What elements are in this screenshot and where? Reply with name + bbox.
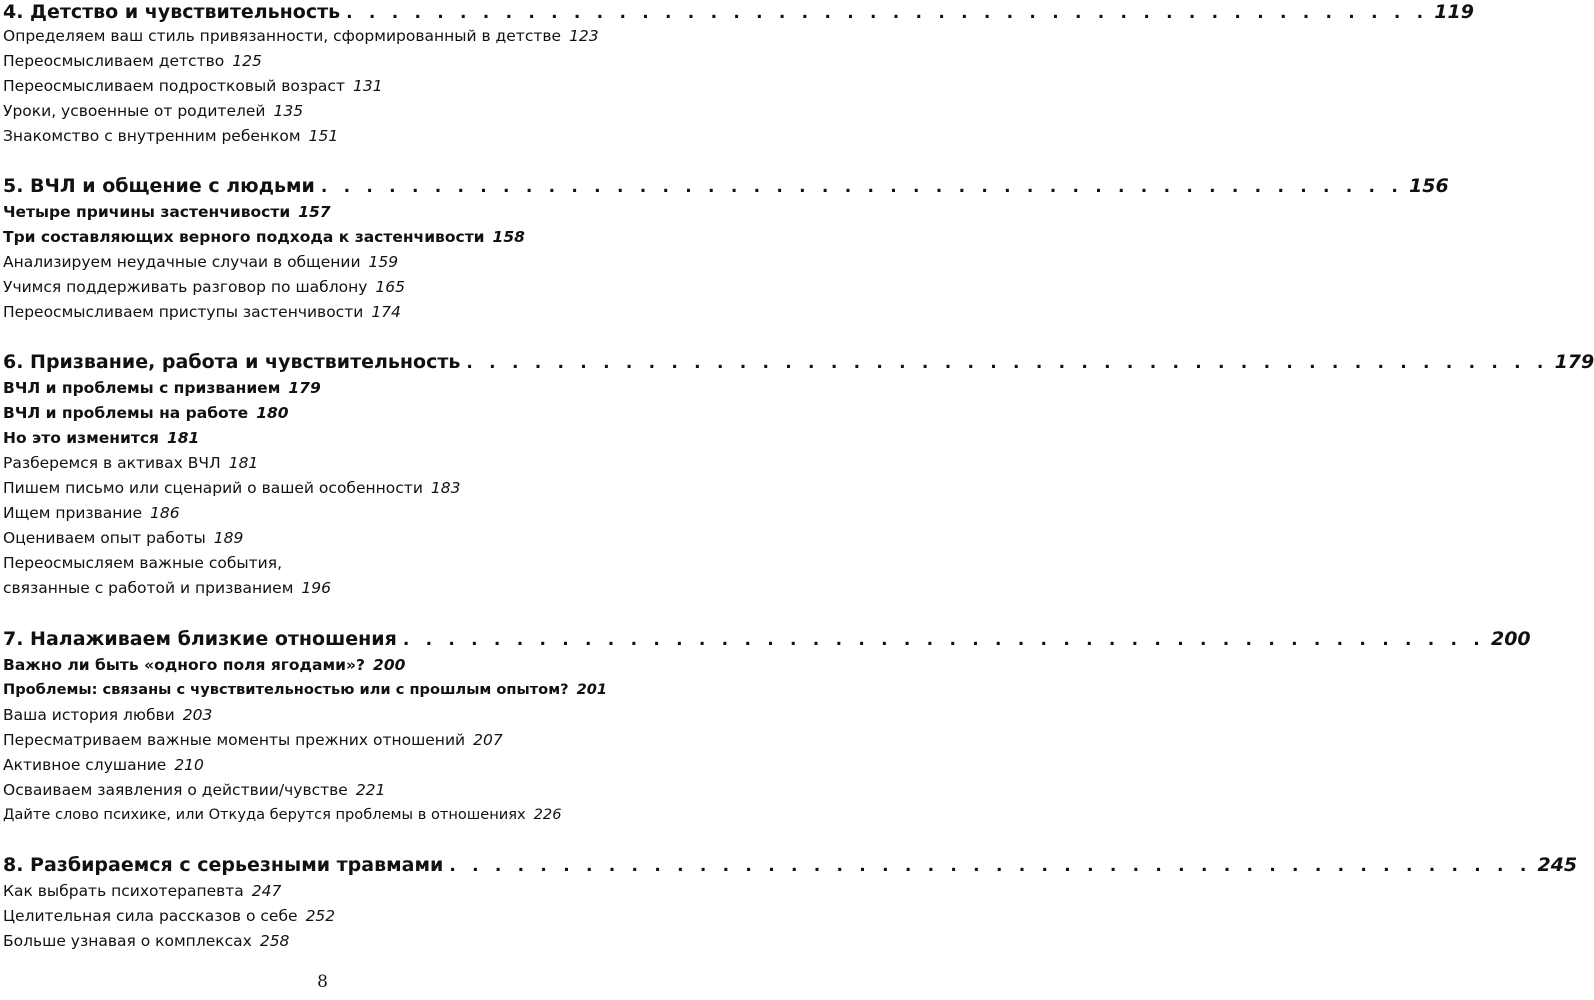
entry-title: Переосмысляем важные события, [3,554,282,572]
entry-page-number: 196 [301,579,331,597]
toc-entry [3,50,640,72]
entry-page-number: 174 [371,303,401,321]
entry-title: Пишем письмо или сценарий о вашей особенности [3,479,423,497]
entry-page-number: 201 [576,681,608,698]
entry-title: Определяем ваш стиль привязанности, сформированный в детстве [3,27,562,45]
entry-page-number: 207 [473,731,503,749]
chapter-heading [3,174,1449,199]
entry-page-number: 221 [355,781,386,799]
chapter-heading [3,0,1474,25]
chapter-page-number: 245 [1537,854,1578,876]
chapter-title: 8. Разбираемся с серьезными травмами [3,854,444,876]
entry-title: связанные с работой и призванием [3,579,294,597]
chapter-heading [3,853,1578,878]
entry-title: Знакомство с внутренним ребенком [3,127,301,145]
toc-entry [3,577,640,599]
entry-page-number: 180 [256,404,289,422]
entry-title: Ваша история любви [3,706,175,724]
entry-page-number: 258 [259,932,290,950]
entry-page-number: 200 [373,656,406,674]
entry-title: Анализируем неудачные случаи в общении [3,253,361,271]
entry-title: Уроки, усвоенные от родителей [3,102,266,120]
entry-page-number: 131 [352,77,383,95]
entry-title: Переосмысливаем подростковый возраст [3,77,345,95]
toc-entry [3,226,640,248]
page-number: 8 [317,972,328,992]
chapter-heading [3,350,1594,375]
toc-entry [3,125,640,147]
toc-entry [3,301,640,323]
entry-page-number: 203 [182,706,213,724]
entry-page-number: 123 [569,27,599,45]
chapter-page-number: 119 [1434,1,1474,23]
dot-leader: . . . . . . . . . . . . . . . . . . . . . . . . . . . . . . . . . . . . . . . . . . . . . . . . [466,353,1549,373]
entry-page-number: 158 [492,228,525,246]
entry-page-number: 210 [174,756,204,774]
toc-entry [3,100,640,122]
entry-title: Учимся поддерживать разговор по шаблону [3,278,368,296]
chapter-title: 7. Налаживаем близкие отношения [3,628,397,650]
entry-page-number: 226 [533,806,562,823]
dot-leader: . . . . . . . . . . . . . . . . . . . . . . . . . . . . . . . . . . . . . . . . . . . . . . . . [449,856,1532,876]
toc-entry [3,502,640,524]
entry-title: ВЧЛ и проблемы с призванием [3,379,281,397]
entry-title: Четыре причины застенчивости [3,203,291,221]
entry-title: Активное слушание [3,756,167,774]
toc-entry [3,729,640,751]
dot-leader: . . . . . . . . . . . . . . . . . . . . . . . . . . . . . . . . . . . . . . . . . . . . . . . . [320,177,1403,197]
chapter-heading [3,627,1531,652]
entry-page-number: 247 [251,882,282,900]
toc-entry [3,477,640,499]
toc-entry [3,679,640,701]
toc-entry [3,251,640,273]
dot-leader: . . . . . . . . . . . . . . . . . . . . . . . . . . . . . . . . . . . . . . . . . . . . . . . . [402,630,1485,650]
entry-title: Но это изменится [3,429,159,447]
entry-title: Важно ли быть «одного поля ягодами»? [3,656,366,674]
chapter-title: 4. Детство и чувствительность [3,1,341,23]
entry-title: Ищем призвание [3,504,143,522]
entry-title: Осваиваем заявления о действии/чувстве [3,781,348,799]
toc-entry [3,654,640,676]
toc-entry [3,930,640,952]
entry-title: Три составляющих верного подхода к застенчивости [3,228,485,246]
toc-entry [3,527,640,549]
toc-entry [3,25,640,47]
toc-entry [3,427,640,449]
entry-title: Целительная сила рассказов о себе [3,907,298,925]
toc-entry [3,276,640,298]
entry-page-number: 125 [232,52,262,70]
toc-entry [3,880,640,902]
chapter-page-number: 200 [1490,628,1531,650]
entry-page-number: 183 [430,479,461,497]
entry-title: Больше узнавая о комплексах [3,932,252,950]
toc-entry [3,452,640,474]
toc-entry [3,704,640,726]
toc-entry [3,779,640,801]
toc-entry [3,75,640,97]
entry-page-number: 135 [273,102,304,120]
toc-entry [3,377,640,399]
entry-title: Пересматриваем важные моменты прежних отношений [3,731,466,749]
chapter-page-number: 156 [1409,175,1449,197]
entry-page-number: 181 [228,454,259,472]
entry-page-number: 252 [305,907,336,925]
entry-title: Как выбрать психотерапевта [3,882,244,900]
entry-page-number: 157 [298,203,331,221]
entry-title: Проблемы: связаны с чувствительностью или с прошлым опытом? [3,681,569,698]
entry-page-number: 179 [288,379,321,397]
entry-title: Оцениваем опыт работы [3,529,206,547]
toc-entry [3,804,640,826]
entry-page-number: 186 [150,504,180,522]
toc-entry [3,754,640,776]
entry-title: ВЧЛ и проблемы на работе [3,404,249,422]
entry-title: Переосмысливаем приступы застенчивости [3,303,364,321]
chapter-title: 6. Призвание, работа и чувствительность [3,351,461,373]
entry-page-number: 159 [368,253,399,271]
chapter-page-number: 179 [1554,351,1594,373]
entry-title: Переосмысливаем детство [3,52,225,70]
toc-entry [3,905,640,927]
chapter-title: 5. ВЧЛ и общение с людьми [3,175,315,197]
entry-page-number: 151 [308,127,339,145]
toc-entry [3,402,640,424]
entry-title: Разберемся в активах ВЧЛ [3,454,221,472]
dot-leader: . . . . . . . . . . . . . . . . . . . . . . . . . . . . . . . . . . . . . . . . . . . . . . . . [346,3,1429,23]
entry-title: Дайте слово психике, или Откуда берутся проблемы в отношениях [3,806,526,823]
entry-page-number: 181 [166,429,200,447]
toc-entry [3,552,640,574]
entry-page-number: 165 [375,278,405,296]
entry-page-number: 189 [213,529,244,547]
toc-entry [3,201,640,223]
